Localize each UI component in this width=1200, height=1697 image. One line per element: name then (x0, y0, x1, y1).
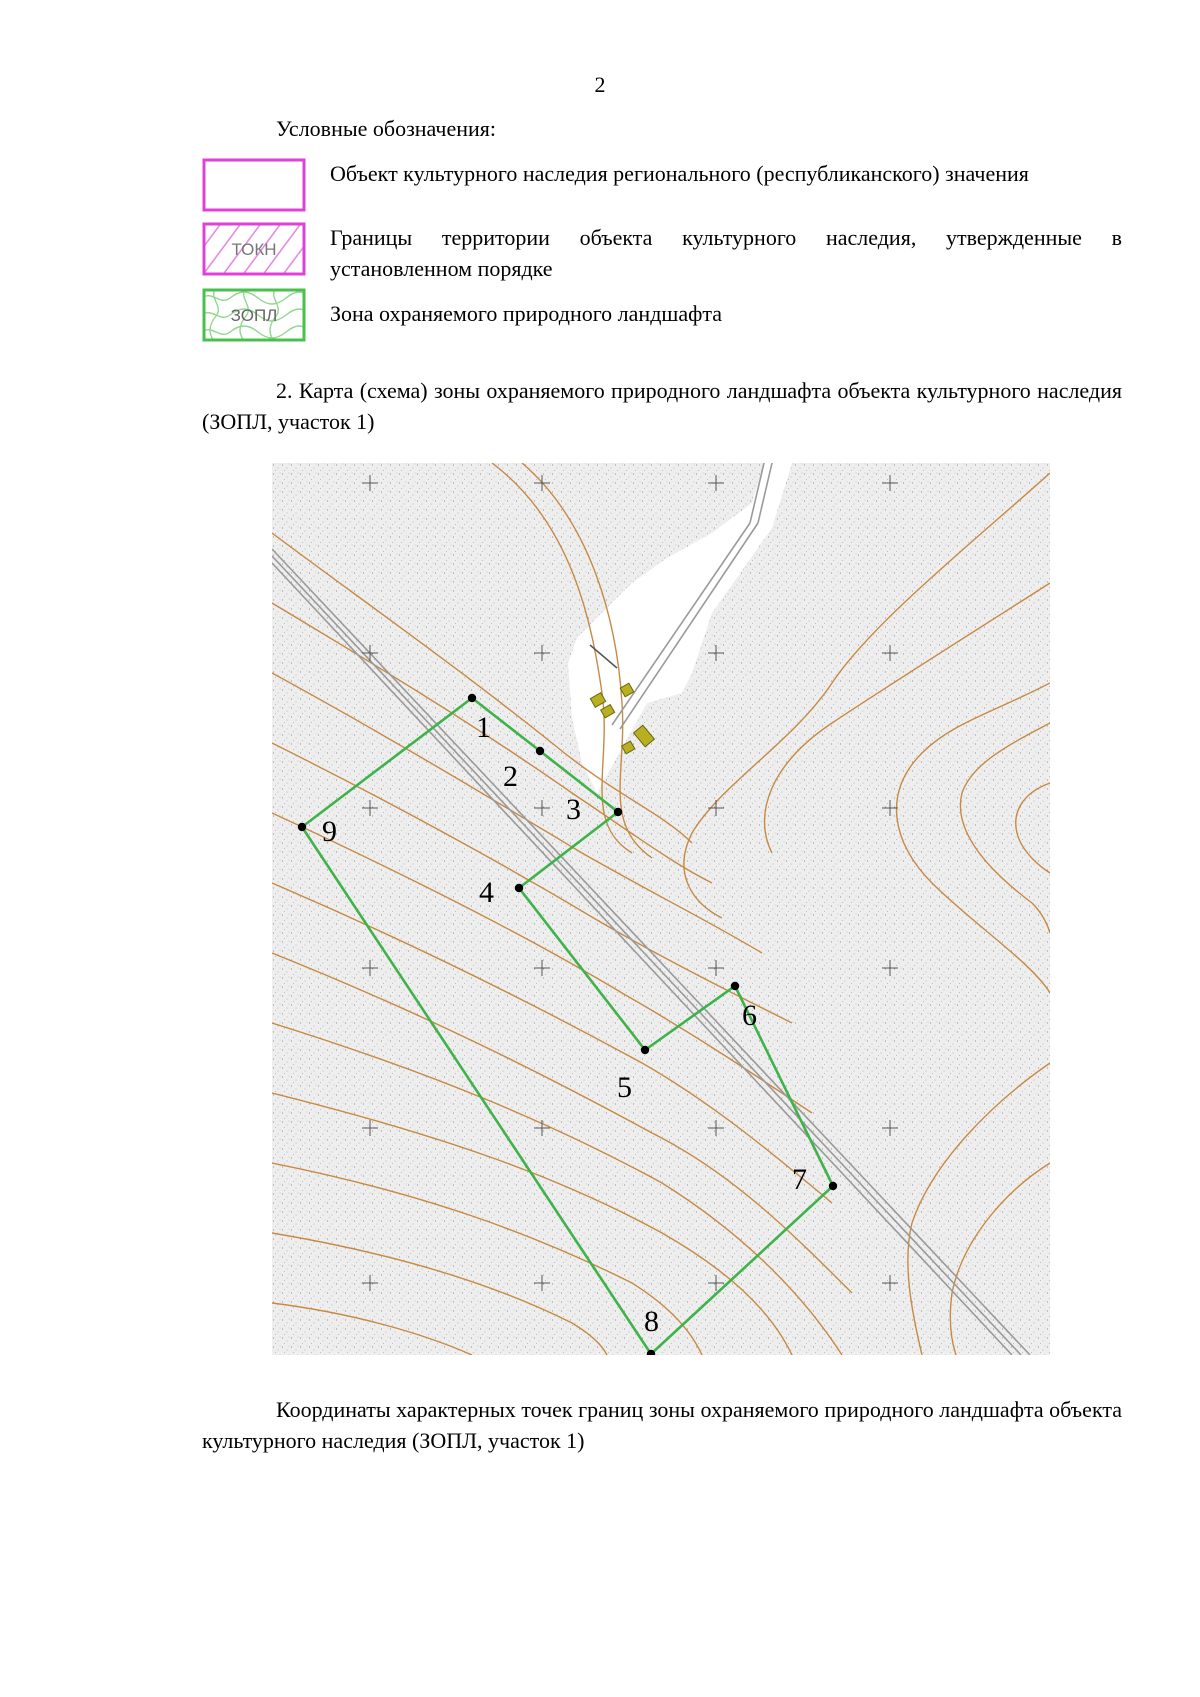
coords-caption (202, 1394, 1122, 1456)
boundary-point-3 (614, 808, 622, 816)
boundary-point-label: 4 (479, 876, 494, 909)
boundary-point-5 (641, 1046, 649, 1054)
boundary-point-label: 1 (476, 711, 491, 744)
heritage-object-swatch (202, 158, 306, 212)
boundary-point-2 (536, 747, 544, 755)
boundary-point-label: 5 (617, 1071, 632, 1104)
boundary-point-label: 3 (566, 793, 581, 826)
tokn-swatch-label: ТОКН (231, 240, 277, 259)
boundary-point-9 (298, 823, 306, 831)
zopl-swatch-label: ЗОПЛ (230, 306, 278, 325)
boundary-point-6 (731, 982, 739, 990)
boundary-point-label: 2 (503, 760, 518, 793)
map-scheme (272, 463, 1050, 1355)
legend-item-text: Зона охраняемого природного ландшафта (330, 301, 723, 326)
legend-item-zopl (202, 288, 1122, 342)
tokn-hatch-swatch (202, 222, 306, 276)
legend-item-text: Границы территории объекта культурного наследия, утвержденные в установленном порядке (330, 225, 1122, 281)
boundary-point-label: 9 (322, 815, 337, 848)
map-canvas (272, 463, 1050, 1355)
boundary-point-label: 7 (792, 1163, 807, 1196)
zopl-wave-swatch (202, 288, 306, 342)
boundary-point-7 (829, 1182, 837, 1190)
map-caption-text: 2. Карта (схема) зоны охраняемого природного ландшафта объекта культурного наследия (ЗОПЛ, участок 1) (202, 378, 1122, 434)
boundary-point-4 (515, 884, 523, 892)
legend-title: Условные обозначения: (276, 116, 497, 141)
boundary-point-label: 6 (742, 999, 757, 1032)
coords-caption-text: Координаты характерных точек границ зоны охраняемого природного ландшафта объекта культурного наследия (ЗОПЛ, участок 1) (202, 1397, 1122, 1453)
legend-item-heritage-object (202, 158, 1122, 212)
boundary-point-label: 8 (644, 1305, 659, 1338)
map-caption (202, 375, 1122, 437)
page-number: 2 (594, 72, 606, 97)
legend-item-tokn (202, 222, 1122, 284)
boundary-point-1 (468, 694, 476, 702)
legend-item-text: Объект культурного наследия регионального (республиканского) значения (330, 161, 1029, 186)
